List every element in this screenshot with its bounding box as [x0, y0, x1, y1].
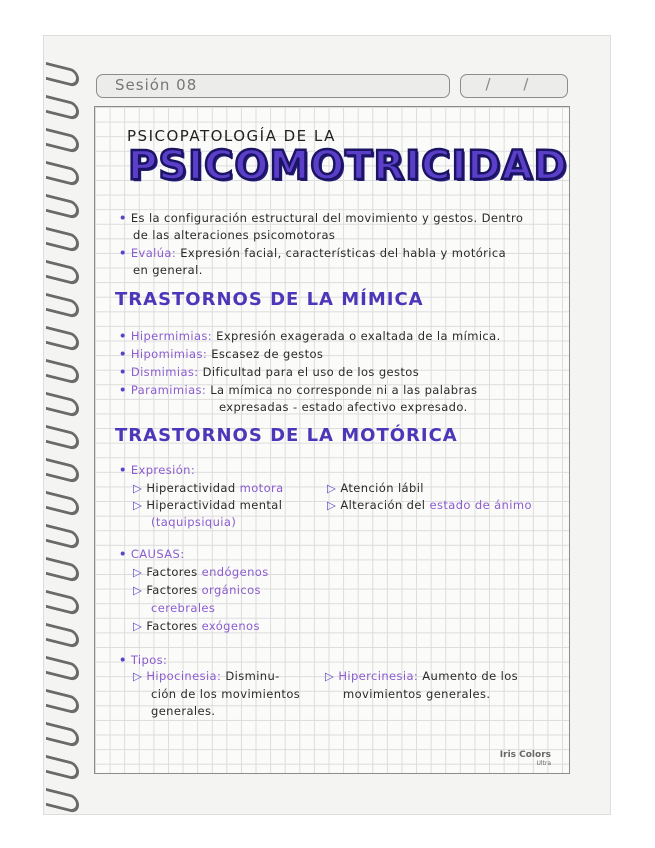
section-title-mimica: TRASTORNOS DE LA MÍMICA: [115, 289, 424, 310]
spiral-ring: [46, 722, 79, 748]
spiral-ring: [46, 326, 79, 352]
causas-label: • CAUSAS:: [119, 547, 185, 561]
tipos-col2-2: movimientos generales.: [343, 687, 491, 701]
session-label: Sesión 08: [115, 76, 198, 94]
triangle-icon: ▷: [133, 669, 143, 683]
date-label: / /: [485, 75, 543, 93]
spiral-ring: [46, 689, 79, 715]
spiral-ring: [46, 491, 79, 517]
grid-content: [94, 106, 570, 774]
date-box: [460, 74, 568, 98]
mimica-item-3: • Dismimias: Dificultad para el uso de los gestos: [119, 365, 420, 379]
tipos-col2-1: ▷ Hipercinesia: Aumento de los: [325, 669, 519, 683]
causas-item-3: ▷ Factores exógenos: [133, 619, 260, 633]
spiral-ring: [46, 161, 79, 187]
triangle-icon: ▷: [133, 619, 143, 633]
triangle-icon: ▷: [325, 669, 335, 683]
triangle-icon: ▷: [133, 583, 143, 597]
spiral-ring: [46, 62, 79, 88]
spiral-ring: [46, 623, 79, 649]
spiral-ring: [46, 524, 79, 550]
tipos-col1-1: ▷ Hipocinesia: Disminu-: [133, 669, 280, 683]
triangle-icon: ▷: [133, 481, 143, 495]
spiral-ring: [46, 293, 79, 319]
notebook-page: [44, 36, 610, 814]
triangle-icon: ▷: [133, 565, 143, 579]
session-box: [96, 74, 450, 98]
spiral-ring: [46, 425, 79, 451]
expresion-col2-2: ▷ Alteración del estado de ánimo: [327, 498, 532, 512]
bullet: •: [119, 211, 127, 225]
spiral-ring: [46, 260, 79, 286]
spiral-ring: [46, 95, 79, 121]
expresion-col1-2: ▷ Hiperactividad mental: [133, 498, 283, 512]
spiral-ring: [46, 458, 79, 484]
spiral-ring: [46, 656, 79, 682]
causas-item-2: ▷ Factores orgánicos: [133, 583, 261, 597]
causas-item-2-cont: cerebrales: [151, 601, 216, 615]
page-title: PSICOMOTRICIDAD: [128, 143, 568, 189]
intro-line-4: en general.: [133, 263, 203, 277]
mimica-item-4-cont: expresadas - estado afectivo expresado.: [219, 400, 468, 414]
intro-line-1: • Es la configuración estructural del movimiento y gestos. Dentro: [119, 211, 524, 225]
spiral-ring: [46, 227, 79, 253]
tipos-col1-2: ción de los movimientos: [151, 687, 301, 701]
spiral-ring: [46, 128, 79, 154]
spiral-ring: [46, 359, 79, 385]
spiral-ring: [46, 755, 79, 781]
bullet: •: [119, 246, 127, 260]
mimica-item-1: • Hipermimias: Expresión exagerada o exaltada de la mímica.: [119, 329, 501, 343]
causas-item-1: ▷ Factores endógenos: [133, 565, 269, 579]
spiral-ring: [46, 590, 79, 616]
spiral-ring: [46, 788, 79, 814]
tipos-label: • Tipos:: [119, 653, 168, 667]
spiral-ring: [46, 194, 79, 220]
mimica-item-4: • Paramimias: La mímica no corresponde ni a las palabras: [119, 383, 478, 397]
section-title-motorica: TRASTORNOS DE LA MOTÓRICA: [115, 425, 458, 446]
kicker-text: PSICOPATOLOGÍA DE LA: [127, 127, 336, 145]
intro-line-3: • Evalúa: Expresión facial, características del habla y motórica: [119, 246, 507, 260]
triangle-icon: ▷: [327, 498, 337, 512]
mimica-item-2: • Hipomimias: Escasez de gestos: [119, 347, 324, 361]
expresion-col1-1: ▷ Hiperactividad motora: [133, 481, 284, 495]
spiral-ring: [46, 392, 79, 418]
triangle-icon: ▷: [133, 498, 143, 512]
expresion-col1-3: (taquipsiquia): [151, 515, 237, 529]
expresion-label: • Expresión:: [119, 463, 196, 477]
expresion-col2-1: ▷ Atención lábil: [327, 481, 424, 495]
spiral-ring: [46, 557, 79, 583]
intro-line-2: de las alteraciones psicomotoras: [133, 228, 336, 242]
brand-logo: Iris Colors Ultra: [499, 750, 551, 767]
triangle-icon: ▷: [327, 481, 337, 495]
tipos-col1-3: generales.: [151, 704, 216, 718]
